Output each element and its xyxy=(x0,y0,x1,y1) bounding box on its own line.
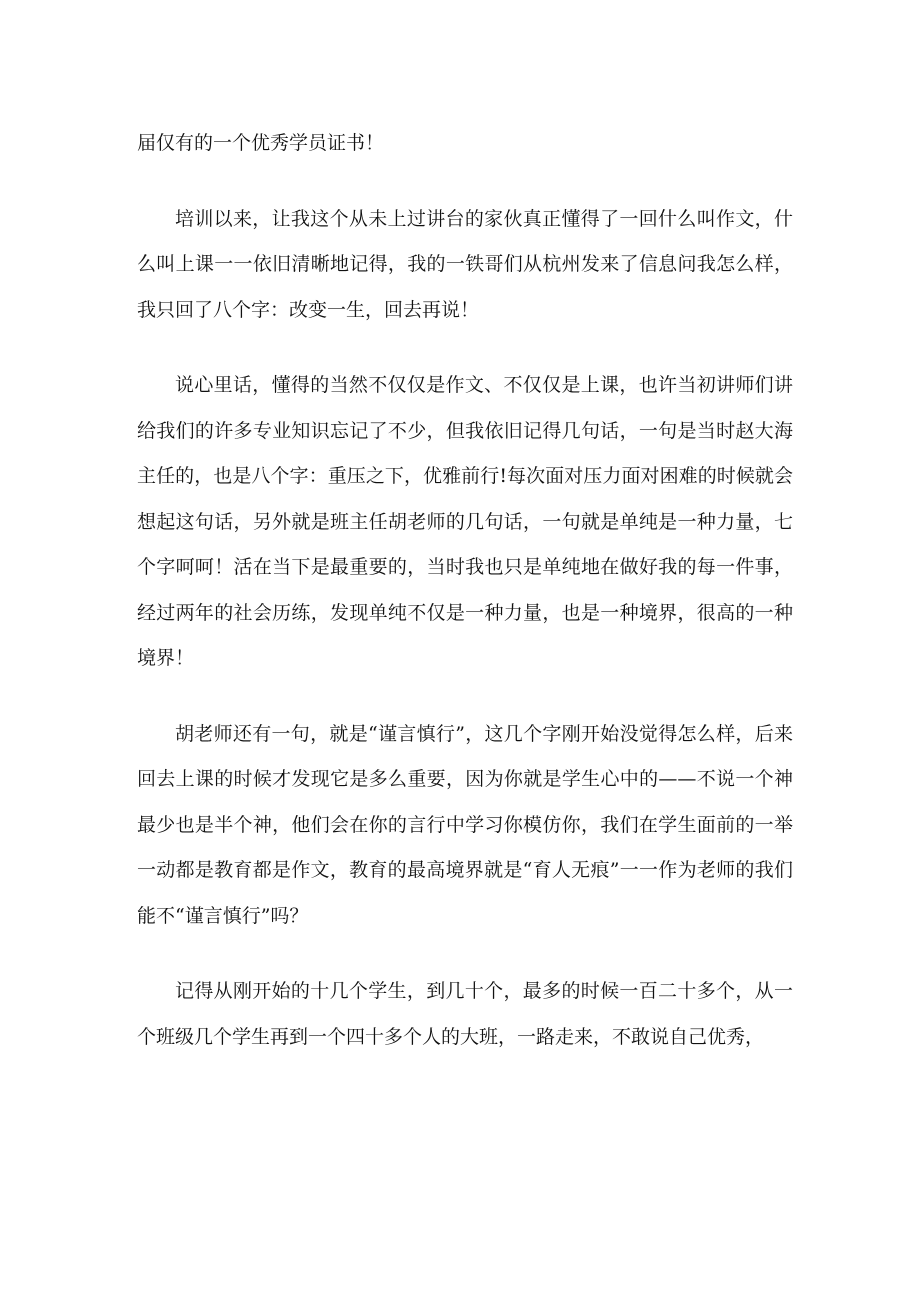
document-body xyxy=(137,121,793,1090)
paragraph-4: 胡老师还有一句，就是“谨言慎行”，这几个字刚开始没觉得怎么样，后来回去上课的时候才发现它是多么重要，因为你就是学生心中的——不说一个神最少也是半个神，他们会在你的言行中学习你模仿你，我们在学生面前的一举一动都是教育都是作文，教育的最高境界就是“育人无痕”一一作为老师的我们能不“谨言慎行”吗？ xyxy=(137,722,793,927)
paragraph-1: 届仅有的一个优秀学员证书！ xyxy=(137,132,385,154)
paragraph-5: 记得从刚开始的十几个学生，到几十个，最多的时候一百二十多个，从一个班级几个学生再到一个四十多个人的大班，一路走来，不敢说自己优秀， xyxy=(137,980,793,1048)
paragraph-3: 说心里话，懂得的当然不仅仅是作文、不仅仅是上课，也许当初讲师们讲给我们的许多专业知识忘记了不少，但我依旧记得几句话，一句是当时赵大海主任的，也是八个字：重压之下，优雅前行!每次面对压力面对困难的时候就会想起这句话，另外就是班主任胡老师的几句话，一句就是单纯是一种力量，七个字呵呵！活在当下是最重要的，当时我也只是单纯地在做好我的每一件事，经过两年的社会历练，发现单纯不仅是一种力量，也是一种境界，很高的一种境界！ xyxy=(137,374,793,669)
paragraph-2: 培训以来，让我这个从未上过讲台的家伙真正懂得了一回什么叫作文，什么叫上课一一依旧清晰地记得，我的一铁哥们从杭州发来了信息问我怎么样，我只回了八个字：改变一生，回去再说！ xyxy=(137,207,793,321)
